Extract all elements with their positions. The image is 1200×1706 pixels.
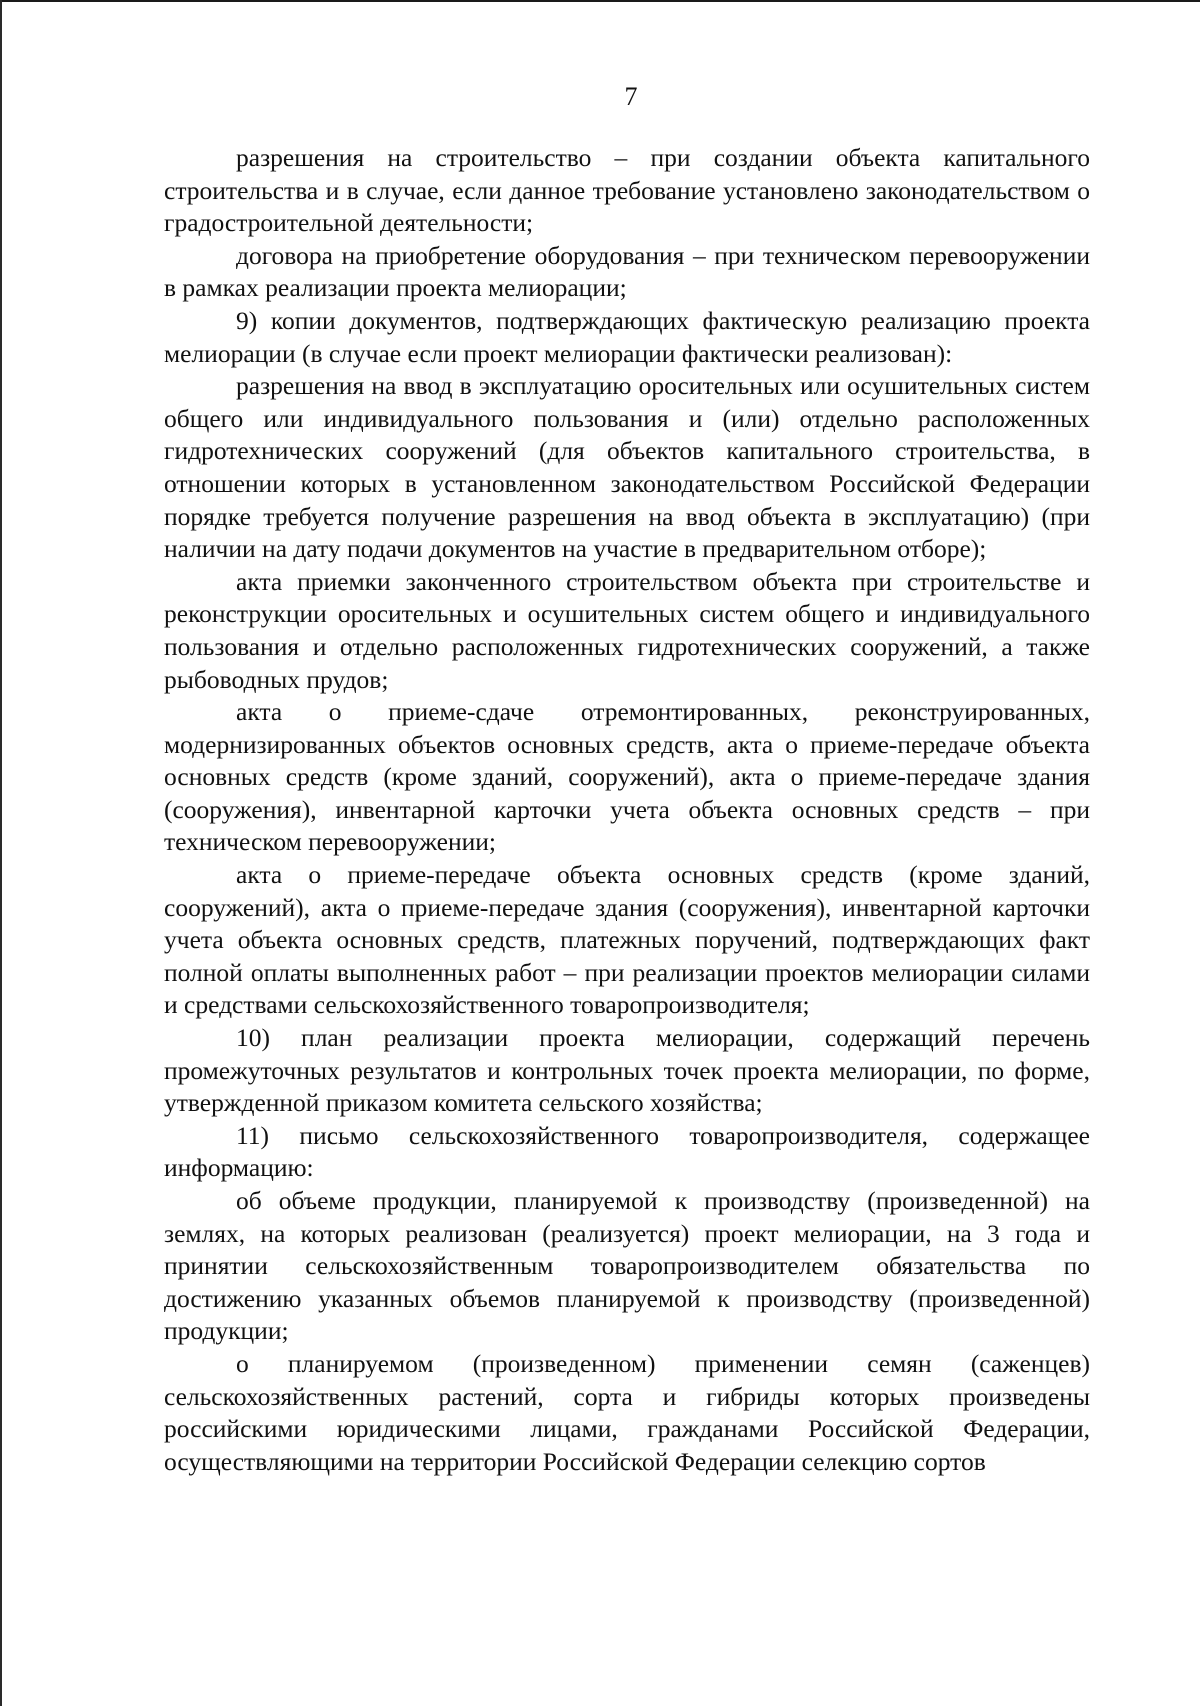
scan-edge-top: [0, 0, 1200, 2]
document-body: [164, 142, 1090, 1478]
paragraph-item-11: 11) письмо сельскохозяйственного товаропроизводителя, содержащее информацию:: [164, 1120, 1090, 1183]
page-number: 7: [624, 82, 638, 111]
scan-edge-left: [0, 0, 2, 1706]
paragraph-building-permit: разрешения на строительство – при создании объекта капитального строительства и в случае, если данное требование установлено законодательством о градостроительной деятельности;: [164, 143, 1090, 238]
paragraph-commissioning-permit: разрешения на ввод в эксплуатацию оросительных или осушительных систем общего или индивидуального пользования и (или) отдельно расположенных гидротехнических сооружений (для объектов капитального строительства, в отношении которых в установленном законодательством Российской Федерации порядке требуется получение разрешения на ввод объекта в эксплуатацию) (при наличии на дату подачи документов на участие в предварительном отборе);: [164, 371, 1090, 564]
paragraph-transfer-acts-reequipment: акта о приеме-сдаче отремонтированных, реконструированных, модернизированных объектов основных средств, акта о приеме-передаче объекта основных средств (кроме зданий, сооружений), акта о приеме-передаче здания (сооружения), инвентарной карточки учета объекта основных средств – при техническом перевооружении;: [164, 697, 1090, 857]
paragraph-equipment-contract: договора на приобретение оборудования – при техническом перевооружении в рамках реализации проекта мелиорации;: [164, 240, 1090, 303]
paragraph-item-9: 9) копии документов, подтверждающих фактическую реализацию проекта мелиорации (в случае если проект мелиорации фактически реализован):: [164, 305, 1090, 368]
paragraph-item-10: 10) план реализации проекта мелиорации, содержащий перечень промежуточных результатов и контрольных точек проекта мелиорации, по форме, утвержденной приказом комитета сельского хозяйства;: [164, 1023, 1090, 1118]
paragraph-seed-usage: о планируемом (произведенном) применении семян (саженцев) сельскохозяйственных растений, сорта и гибриды которых произведены российскими юридическими лицами, гражданами Российской Федерации, осуществляющими на территории Российской Федерации селекцию сортов: [164, 1348, 1090, 1476]
paragraph-acceptance-act: акта приемки законченного строительством объекта при строительстве и реконструкции оросительных и осушительных систем общего и индивидуального пользования и отдельно расположенных гидротехнических сооружений, а также рыбоводных прудов;: [164, 566, 1090, 694]
paragraph-transfer-acts-own-forces: акта о приеме-передаче объекта основных средств (кроме зданий, сооружений), акта о приеме-передаче здания (сооружения), инвентарной карточки учета объекта основных средств, платежных поручений, подтверждающих факт полной оплаты выполненных работ – при реализации проектов мелиорации силами и средствами сельскохозяйственного товаропроизводителя;: [164, 860, 1090, 1020]
paragraph-production-volume: об объеме продукции, планируемой к производству (произведенной) на землях, на которых реализован (реализуется) проект мелиорации, на 3 года и принятии сельскохозяйственным товаропроизводителем обязательства по достижению указанных объемов планируемой к производству (произведенной) продукции;: [164, 1186, 1090, 1346]
